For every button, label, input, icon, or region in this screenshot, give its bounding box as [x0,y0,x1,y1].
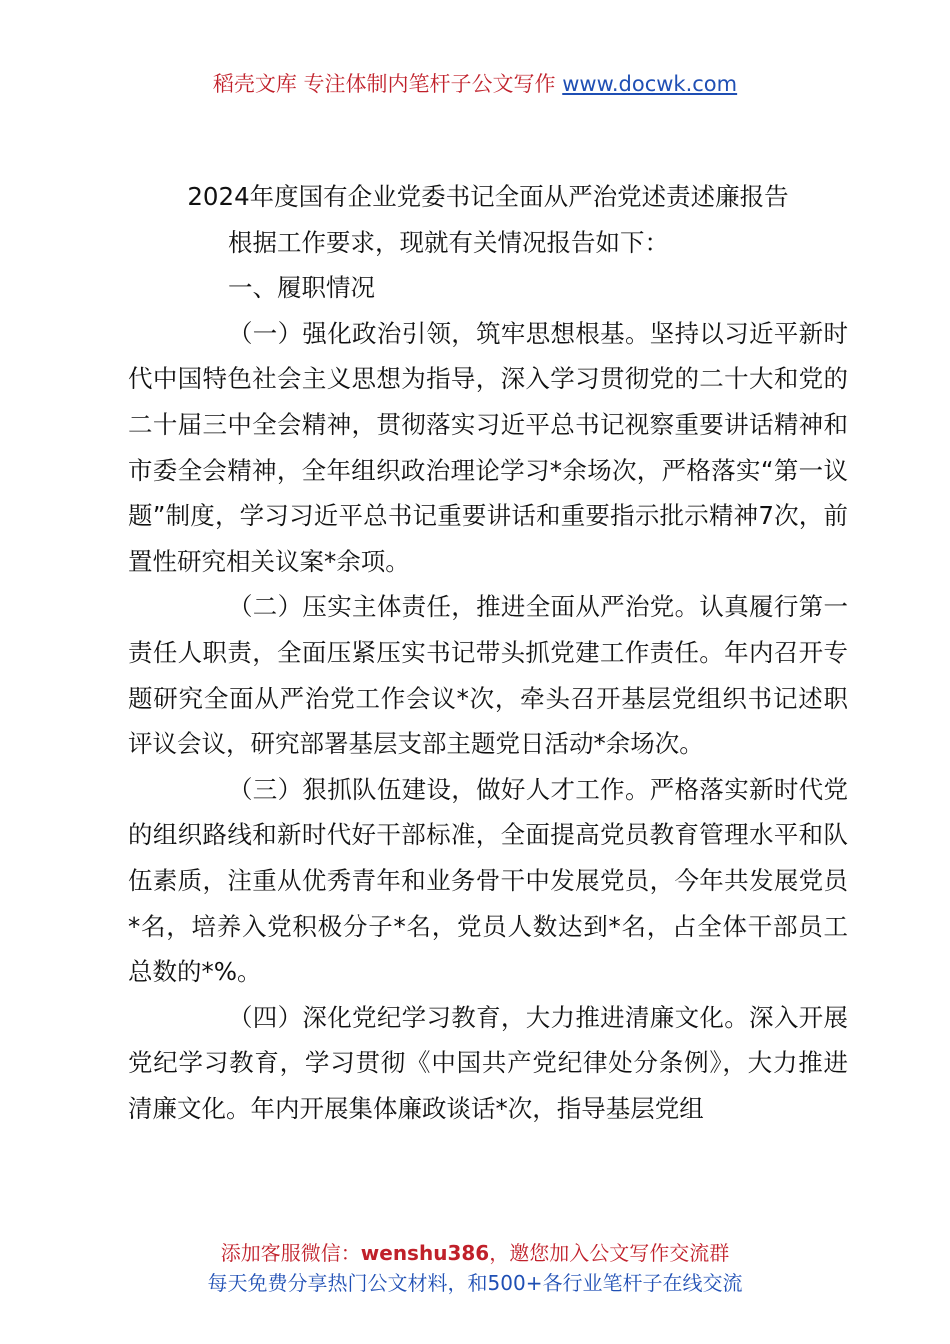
paragraph-team-building: （三）狠抓队伍建设，做好人才工作。严格落实新时代党的组织路线和新时代好干部标准，全面提高党员教育管理水平和队伍素质，注重从优秀青年和业务骨干中发展党员，今年共发展党员*名，培养入党积极分子*名，党员人数达到*名，占全体干部员工总数的*%。 [128,774,848,987]
paragraph-political-guidance: （一）强化政治引领，筑牢思想根基。坚持以习近平新时代中国特色社会主义思想为指导，深入学习贯彻党的二十大和党的二十届三中全会精神，贯彻落实习近平总书记视察重要讲话精神和市委全会精神，全年组织政治理论学习*余场次，严格落实“第一议题”制度，学习习近平总书记重要讲话和重要指示批示精神7次，前置性研究相关议案*余项。 [128,318,848,576]
footer-wechat-suffix: ，邀您加入公文写作交流群 [489,1241,730,1265]
brand-slogan: 稻壳文库 专注体制内笔杆子公文写作 [212,72,556,96]
website-link[interactable]: www.docwk.com [562,72,738,96]
page-footer [0,1238,950,1298]
paragraph-main-responsibility: （二）压实主体责任，推进全面从严治党。认真履行第一责任人职责，全面压紧压实书记带头抓党建工作责任。年内召开专题研究全面从严治党工作会议*次，牵头召开基层党组织书记述职评议会议，研究部署基层支部主题党日活动*余场次。 [128,592,848,759]
footer-wechat-prefix: 添加客服微信： [220,1241,361,1265]
intro-paragraph: 根据工作要求，现就有关情况报告如下： [228,227,669,257]
section-heading: 一、履职情况 [228,273,375,303]
footer-wechat-line [0,1238,950,1268]
footer-share-line: 每天免费分享热门公文材料，和500+各行业笔杆子在线交流 [207,1271,743,1295]
document-title: 2024年度国有企业党委书记全面从严治党述责述廉报告 [187,182,789,211]
paragraph-discipline-education: （四）深化党纪学习教育，大力推进清廉文化。深入开展党纪学习教育，学习贯彻《中国共产党纪律处分条例》，大力推进清廉文化。年内开展集体廉政谈话*次，指导基层党组 [128,1002,848,1123]
document-body [128,174,848,1131]
page-header [0,68,950,100]
footer-wechat-id: wenshu386 [360,1241,490,1265]
